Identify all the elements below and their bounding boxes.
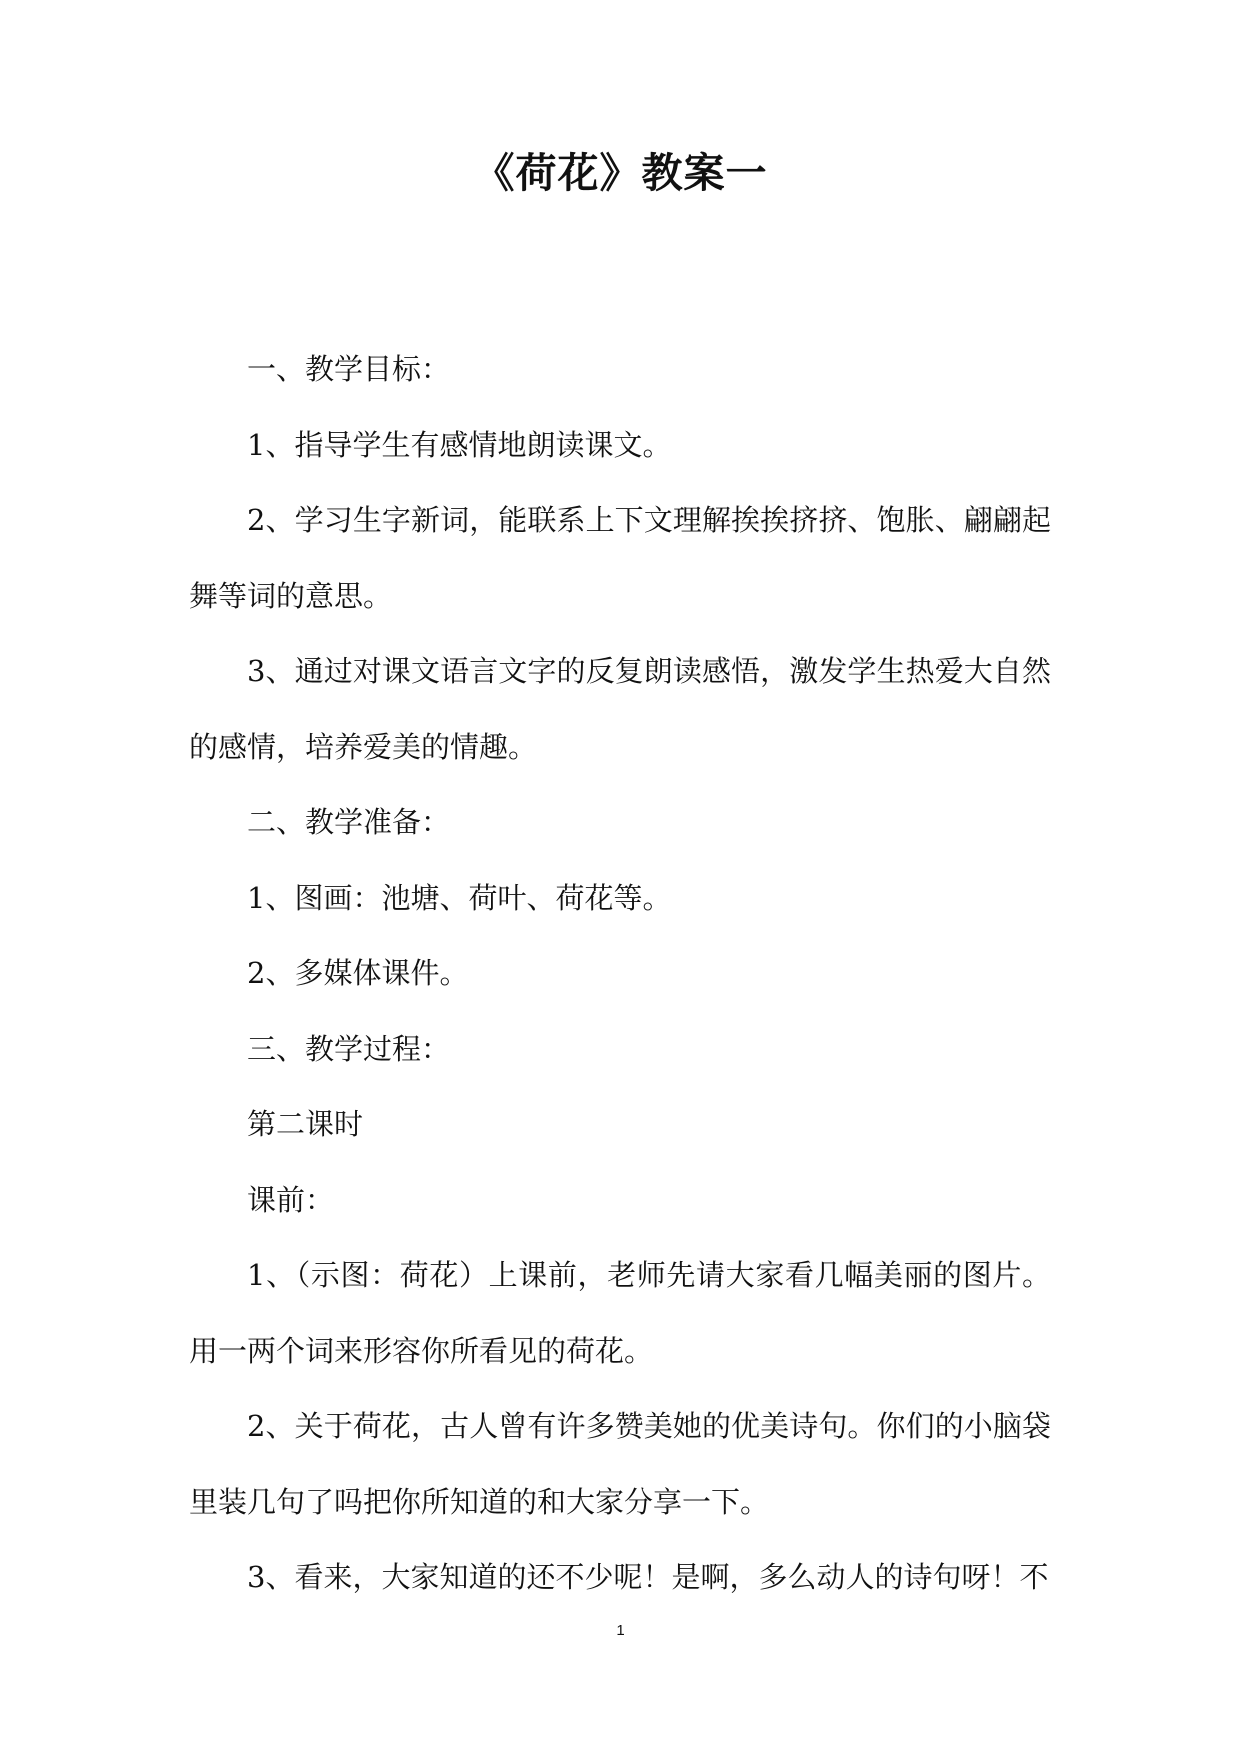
paragraph: 二、教学准备：: [247, 805, 451, 839]
paragraph: 1、（示图：荷花）上课前，老师先请大家看几幅美丽的图片。用一两个词来形容你所看见的荷花。: [189, 1258, 1051, 1368]
paragraph: 2、关于荷花，古人曾有许多赞美她的优美诗句。你们的小脑袋里装几句了吗把你所知道的和大家分享一下。: [189, 1409, 1051, 1519]
paragraph: 第二课时: [247, 1107, 364, 1141]
paragraph: 2、多媒体课件。: [247, 956, 469, 990]
page-number: 1: [616, 1622, 625, 1639]
paragraph: 一、教学目标：: [247, 352, 451, 386]
paragraph: 1、指导学生有感情地朗读课文。: [247, 427, 672, 462]
paragraph: 课前：: [247, 1182, 335, 1217]
paragraph: 3、看来，大家知道的还不少呢！是啊，多么动人的诗句呀！不: [247, 1560, 1049, 1594]
paragraph: 1、图画：池塘、荷叶、荷花等。: [247, 880, 672, 915]
document-title: 《荷花》教案一: [473, 149, 768, 197]
paragraph: 三、教学过程：: [247, 1031, 451, 1066]
document-body: [189, 332, 1051, 1616]
paragraph: 2、学习生字新词，能联系上下文理解挨挨挤挤、饱胀、翩翩起舞等词的意思。: [189, 503, 1051, 613]
paragraph: 3、通过对课文语言文字的反复朗读感悟，激发学生热爱大自然的感情，培养爱美的情趣。: [189, 654, 1051, 764]
